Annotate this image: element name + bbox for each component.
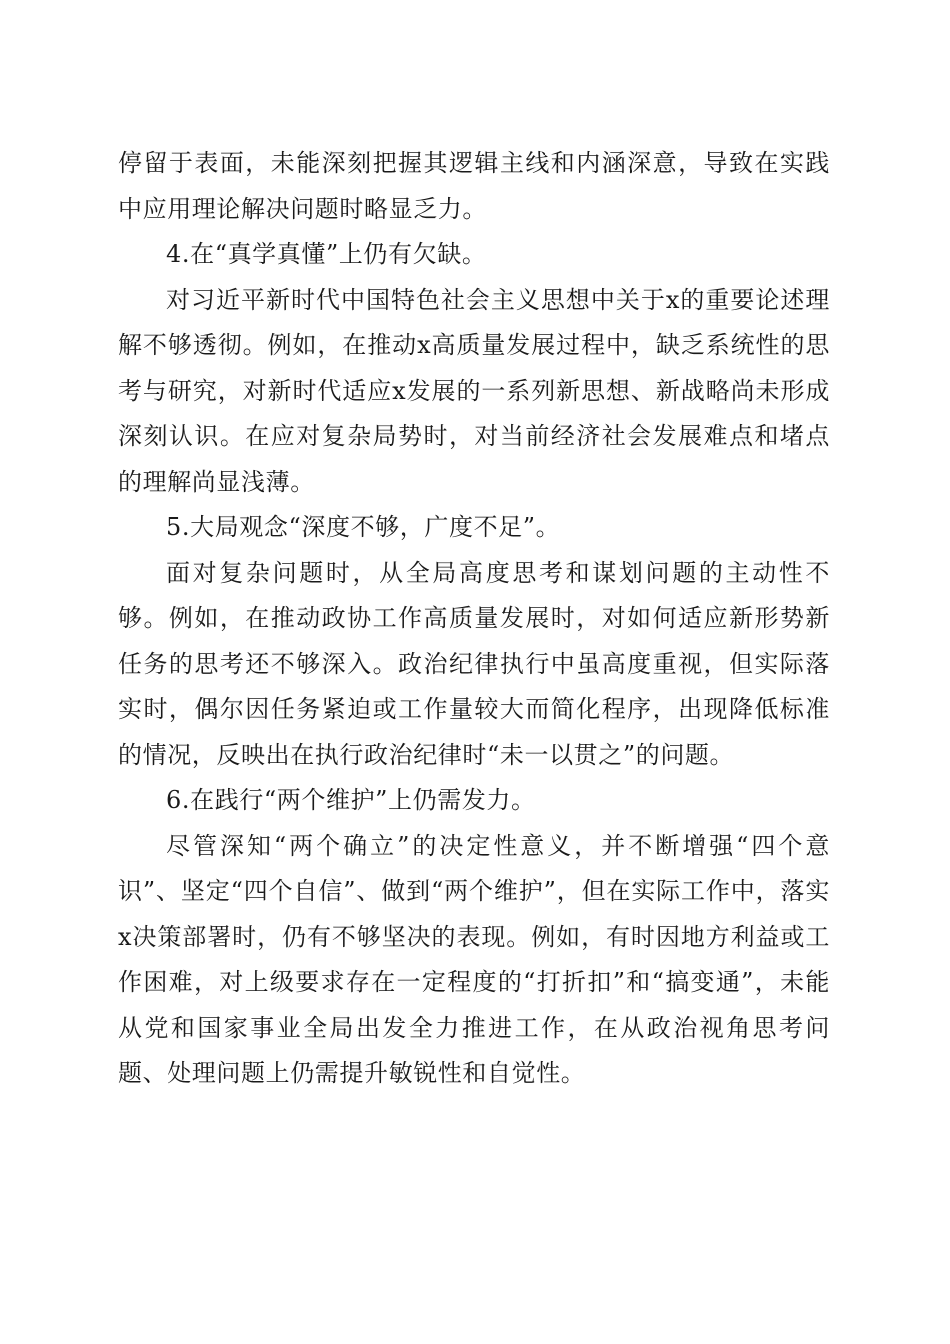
paragraph-section-4: 对习近平新时代中国特色社会主义思想中关于x的重要论述理解不够透彻。例如，在推动x高质量发展过程中，缺乏系统性的思考与研究，对新时代适应x发展的一系列新思想、新战略尚未形成深刻认识。在应对复杂局势时，对当前经济社会发展难点和堵点的理解尚显浅薄。 [118,285,830,496]
paragraph-continuation: 停留于表面，未能深刻把握其逻辑主线和内涵深意，导致在实践中应用理论解决问题时略显乏力。 [118,149,830,223]
section-heading-4: 4.在“真学真懂”上仍有欠缺。 [166,240,487,268]
paragraph-section-5: 面对复杂问题时，从全局高度思考和谋划问题的主动性不够。例如，在推动政协工作高质量发展时，对如何适应新形势新任务的思考还不够深入。政治纪律执行中虽高度重视，但实际落实时，偶尔因任务紧迫或工作量较大而简化程序，出现降低标准的情况，反映出在执行政治纪律时“未一以贯之”的问题。 [118,558,830,769]
section-heading-5: 5.大局观念“深度不够，广度不足”。 [166,513,561,541]
document-body [118,141,830,1097]
paragraph-section-6: 尽管深知“两个确立”的决定性意义，并不断增强“四个意识”、坚定“四个自信”、做到“两个维护”，但在实际工作中，落实x决策部署时，仍有不够坚决的表现。例如，有时因地方利益或工作困难，对上级要求存在一定程度的“打折扣”和“搞变通”，未能从党和国家事业全局出发全力推进工作，在从政治视角思考问题、处理问题上仍需提升敏锐性和自觉性。 [118,831,830,1087]
section-heading-6: 6.在践行“两个维护”上仍需发力。 [166,786,536,814]
